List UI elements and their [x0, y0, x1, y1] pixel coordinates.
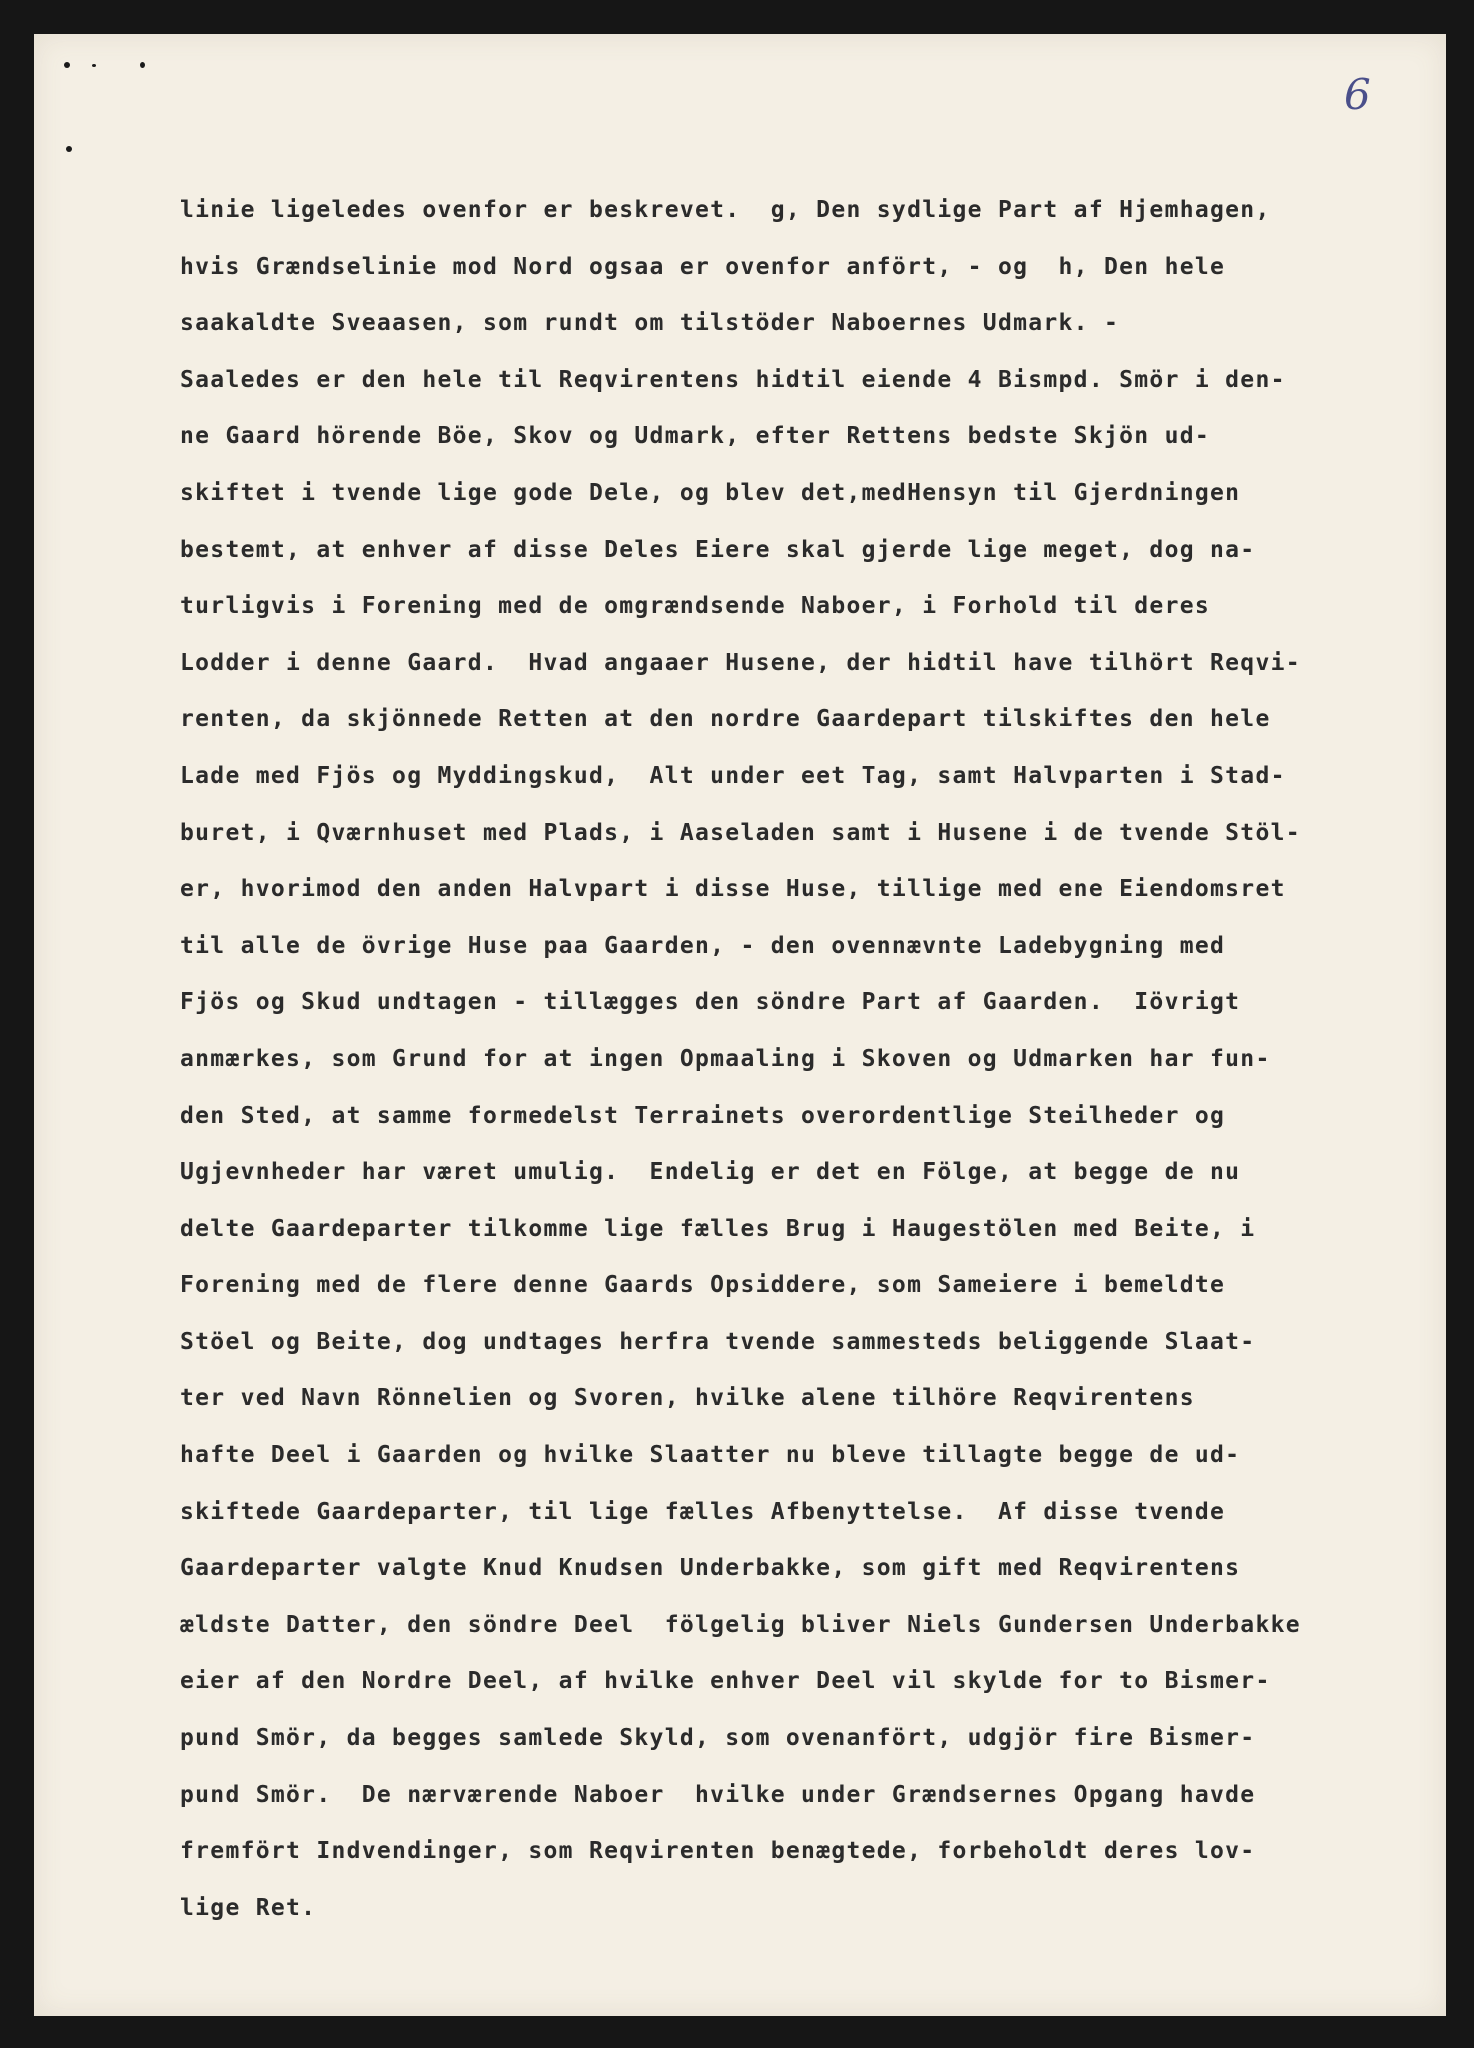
- text-line: Lodder i denne Gaard. Hvad angaaer Husene, der hidtil have tilhört Reqvi-: [180, 649, 1301, 676]
- text-line: til alle de övrige Huse paa Gaarden, - den ovennævnte Ladebygning med: [180, 932, 1226, 959]
- text-line: ne Gaard hörende Böe, Skov og Udmark, efter Rettens bedste Skjön ud-: [180, 423, 1211, 450]
- text-line: lige Ret.: [180, 1894, 317, 1921]
- text-line: skiftede Gaardeparter, til lige fælles Afbenyttelse. Af disse tvende: [180, 1498, 1226, 1525]
- text-line: ældste Datter, den söndre Deel fölgelig bliver Niels Gundersen Underbakke: [180, 1611, 1301, 1638]
- text-line: delte Gaardeparter tilkomme lige fælles Brug i Haugestölen med Beite, i: [180, 1215, 1256, 1242]
- document-body: [180, 182, 1440, 1936]
- text-line: skiftet i tvende lige gode Dele, og blev det,medHensyn til Gjerdningen: [180, 479, 1241, 506]
- text-line: Fjös og Skud undtagen - tillægges den söndre Part af Gaarden. Iövrigt: [180, 989, 1241, 1016]
- text-line: linie ligeledes ovenfor er beskrevet. g, Den sydlige Part af Hjemhagen,: [180, 197, 1271, 223]
- text-line: ter ved Navn Rönnelien og Svoren, hvilke alene tilhöre Reqvirentens: [180, 1385, 1195, 1412]
- text-line: saakaldte Sveaasen, som rundt om tilstöder Naboernes Udmark. -: [180, 310, 1120, 337]
- text-line: fremfört Indvendinger, som Reqvirenten benægtede, forbeholdt deres lov-: [180, 1838, 1256, 1865]
- punch-mark: [64, 62, 70, 68]
- text-line: pund Smör, da begges samlede Skyld, som ovenanfört, udgjör fire Bismer-: [180, 1725, 1256, 1752]
- text-line: pund Smör. De nærværende Naboer hvilke under Grændsernes Opgang havde: [180, 1781, 1256, 1808]
- text-line: Gaardeparter valgte Knud Knudsen Underbakke, som gift med Reqvirentens: [180, 1555, 1241, 1582]
- text-line: er, hvorimod den anden Halvpart i disse Huse, tillige med ene Eiendomsret: [180, 876, 1286, 903]
- text-line: bestemt, at enhver af disse Deles Eiere skal gjerde lige meget, dog na-: [180, 536, 1256, 563]
- document-page: [34, 34, 1446, 2016]
- punch-mark: [92, 64, 96, 67]
- punch-mark: [140, 62, 145, 68]
- text-line: Stöel og Beite, dog undtages herfra tvende sammesteds beliggende Slaat-: [180, 1328, 1256, 1355]
- punch-mark: [66, 146, 72, 152]
- text-line: turligvis i Forening med de omgrændsende Naboer, i Forhold til deres: [180, 593, 1211, 620]
- text-line: buret, i Qværnhuset med Plads, i Aaseladen samt i Husene i de tvende Stöl-: [180, 819, 1301, 846]
- text-line: anmærkes, som Grund for at ingen Opmaaling i Skoven og Udmarken har fun-: [180, 1045, 1271, 1072]
- text-line: Lade med Fjös og Myddingskud, Alt under eet Tag, samt Halvparten i Stad-: [180, 762, 1286, 789]
- page-number: 6: [1344, 70, 1371, 119]
- text-line: hafte Deel i Gaarden og hvilke Slaatter nu bleve tillagte begge de ud-: [180, 1442, 1241, 1469]
- text-line: hvis Grændselinie mod Nord ogsaa er ovenfor anfört, - og h, Den hele: [180, 253, 1226, 280]
- text-line: Saaledes er den hele til Reqvirentens hidtil eiende 4 Bismpd. Smör i den-: [180, 366, 1286, 393]
- text-line: Ugjevnheder har været umulig. Endelig er det en Fölge, at begge de nu: [180, 1159, 1241, 1186]
- text-line: den Sted, at samme formedelst Terrainets overordentlige Steilheder og: [180, 1102, 1226, 1129]
- text-line: renten, da skjönnede Retten at den nordre Gaardepart tilskiftes den hele: [180, 706, 1271, 733]
- text-line: Forening med de flere denne Gaards Opsiddere, som Sameiere i bemeldte: [180, 1272, 1226, 1299]
- text-line: eier af den Nordre Deel, af hvilke enhver Deel vil skylde for to Bismer-: [180, 1668, 1271, 1695]
